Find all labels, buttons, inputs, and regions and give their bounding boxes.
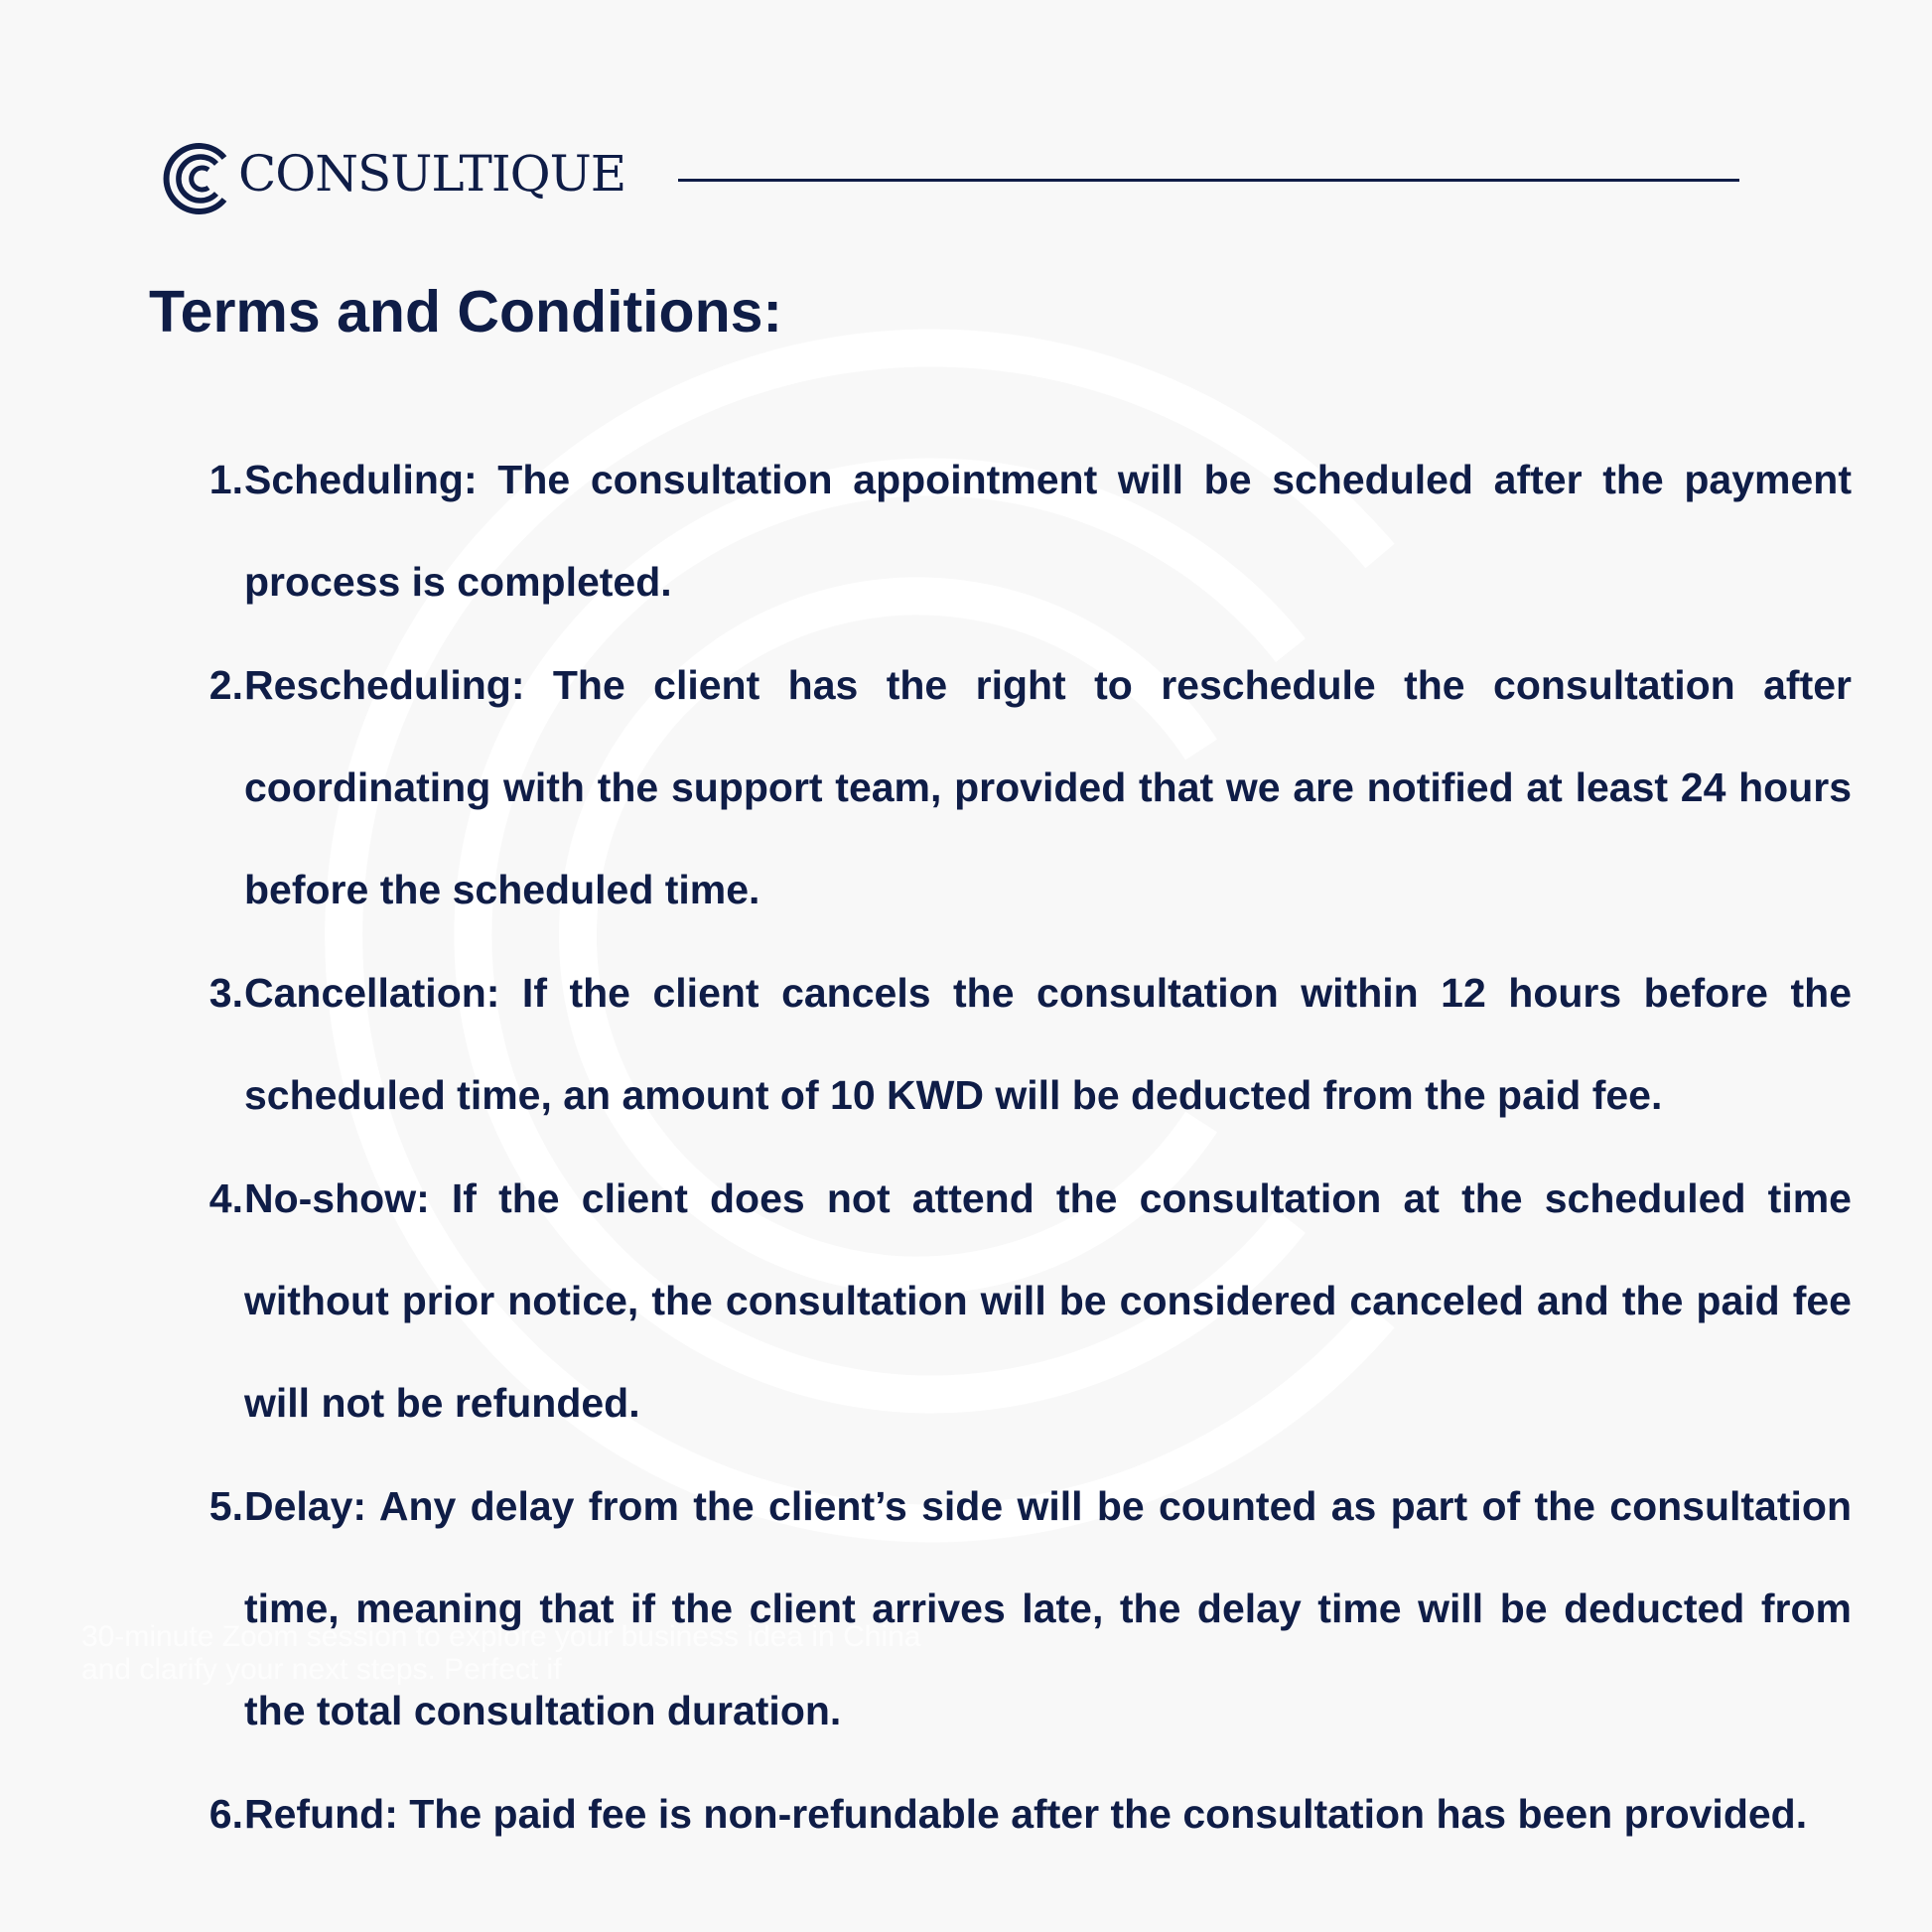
overlay-caption: 30-minute Zoom session to explore your business idea in China and clarify your next steps. Perfect if — [81, 1620, 921, 1686]
brand-name: CONSULTIQUE — [238, 145, 626, 203]
term-text: Scheduling: The consultation appointment will be scheduled after the payment process is completed. — [244, 457, 1852, 605]
term-text: Refund: The paid fee is non-refundable after the consultation has been provided. — [244, 1791, 1808, 1837]
term-text: Rescheduling: The client has the right to reschedule the consultation after coordinating with the support team, provided that we are notified at least 24 hours before the scheduled time. — [244, 662, 1852, 912]
term-text: Cancellation: If the client cancels the consultation within 12 hours before the scheduled time, an amount of 10 KWD will be deducted from the paid fee. — [244, 970, 1852, 1118]
term-number: 3. — [208, 970, 243, 1016]
term-text: Delay: Any delay from the client’s side will be counted as part of the consultation time, meaning that if the client arrives late, the delay time will be deducted from the total consultation duration. — [244, 1483, 1852, 1733]
term-number: 4. — [208, 1175, 243, 1221]
term-number: 6. — [208, 1791, 243, 1837]
term-number: 5. — [208, 1483, 243, 1529]
page-title: Terms and Conditions: — [149, 279, 783, 345]
term-number: 2. — [208, 662, 243, 708]
term-text: No-show: If the client does not attend the consultation at the scheduled time without prior notice, the consultation will be considered canceled and the paid fee will not be refunded. — [244, 1175, 1852, 1426]
term-number: 1. — [208, 457, 243, 502]
